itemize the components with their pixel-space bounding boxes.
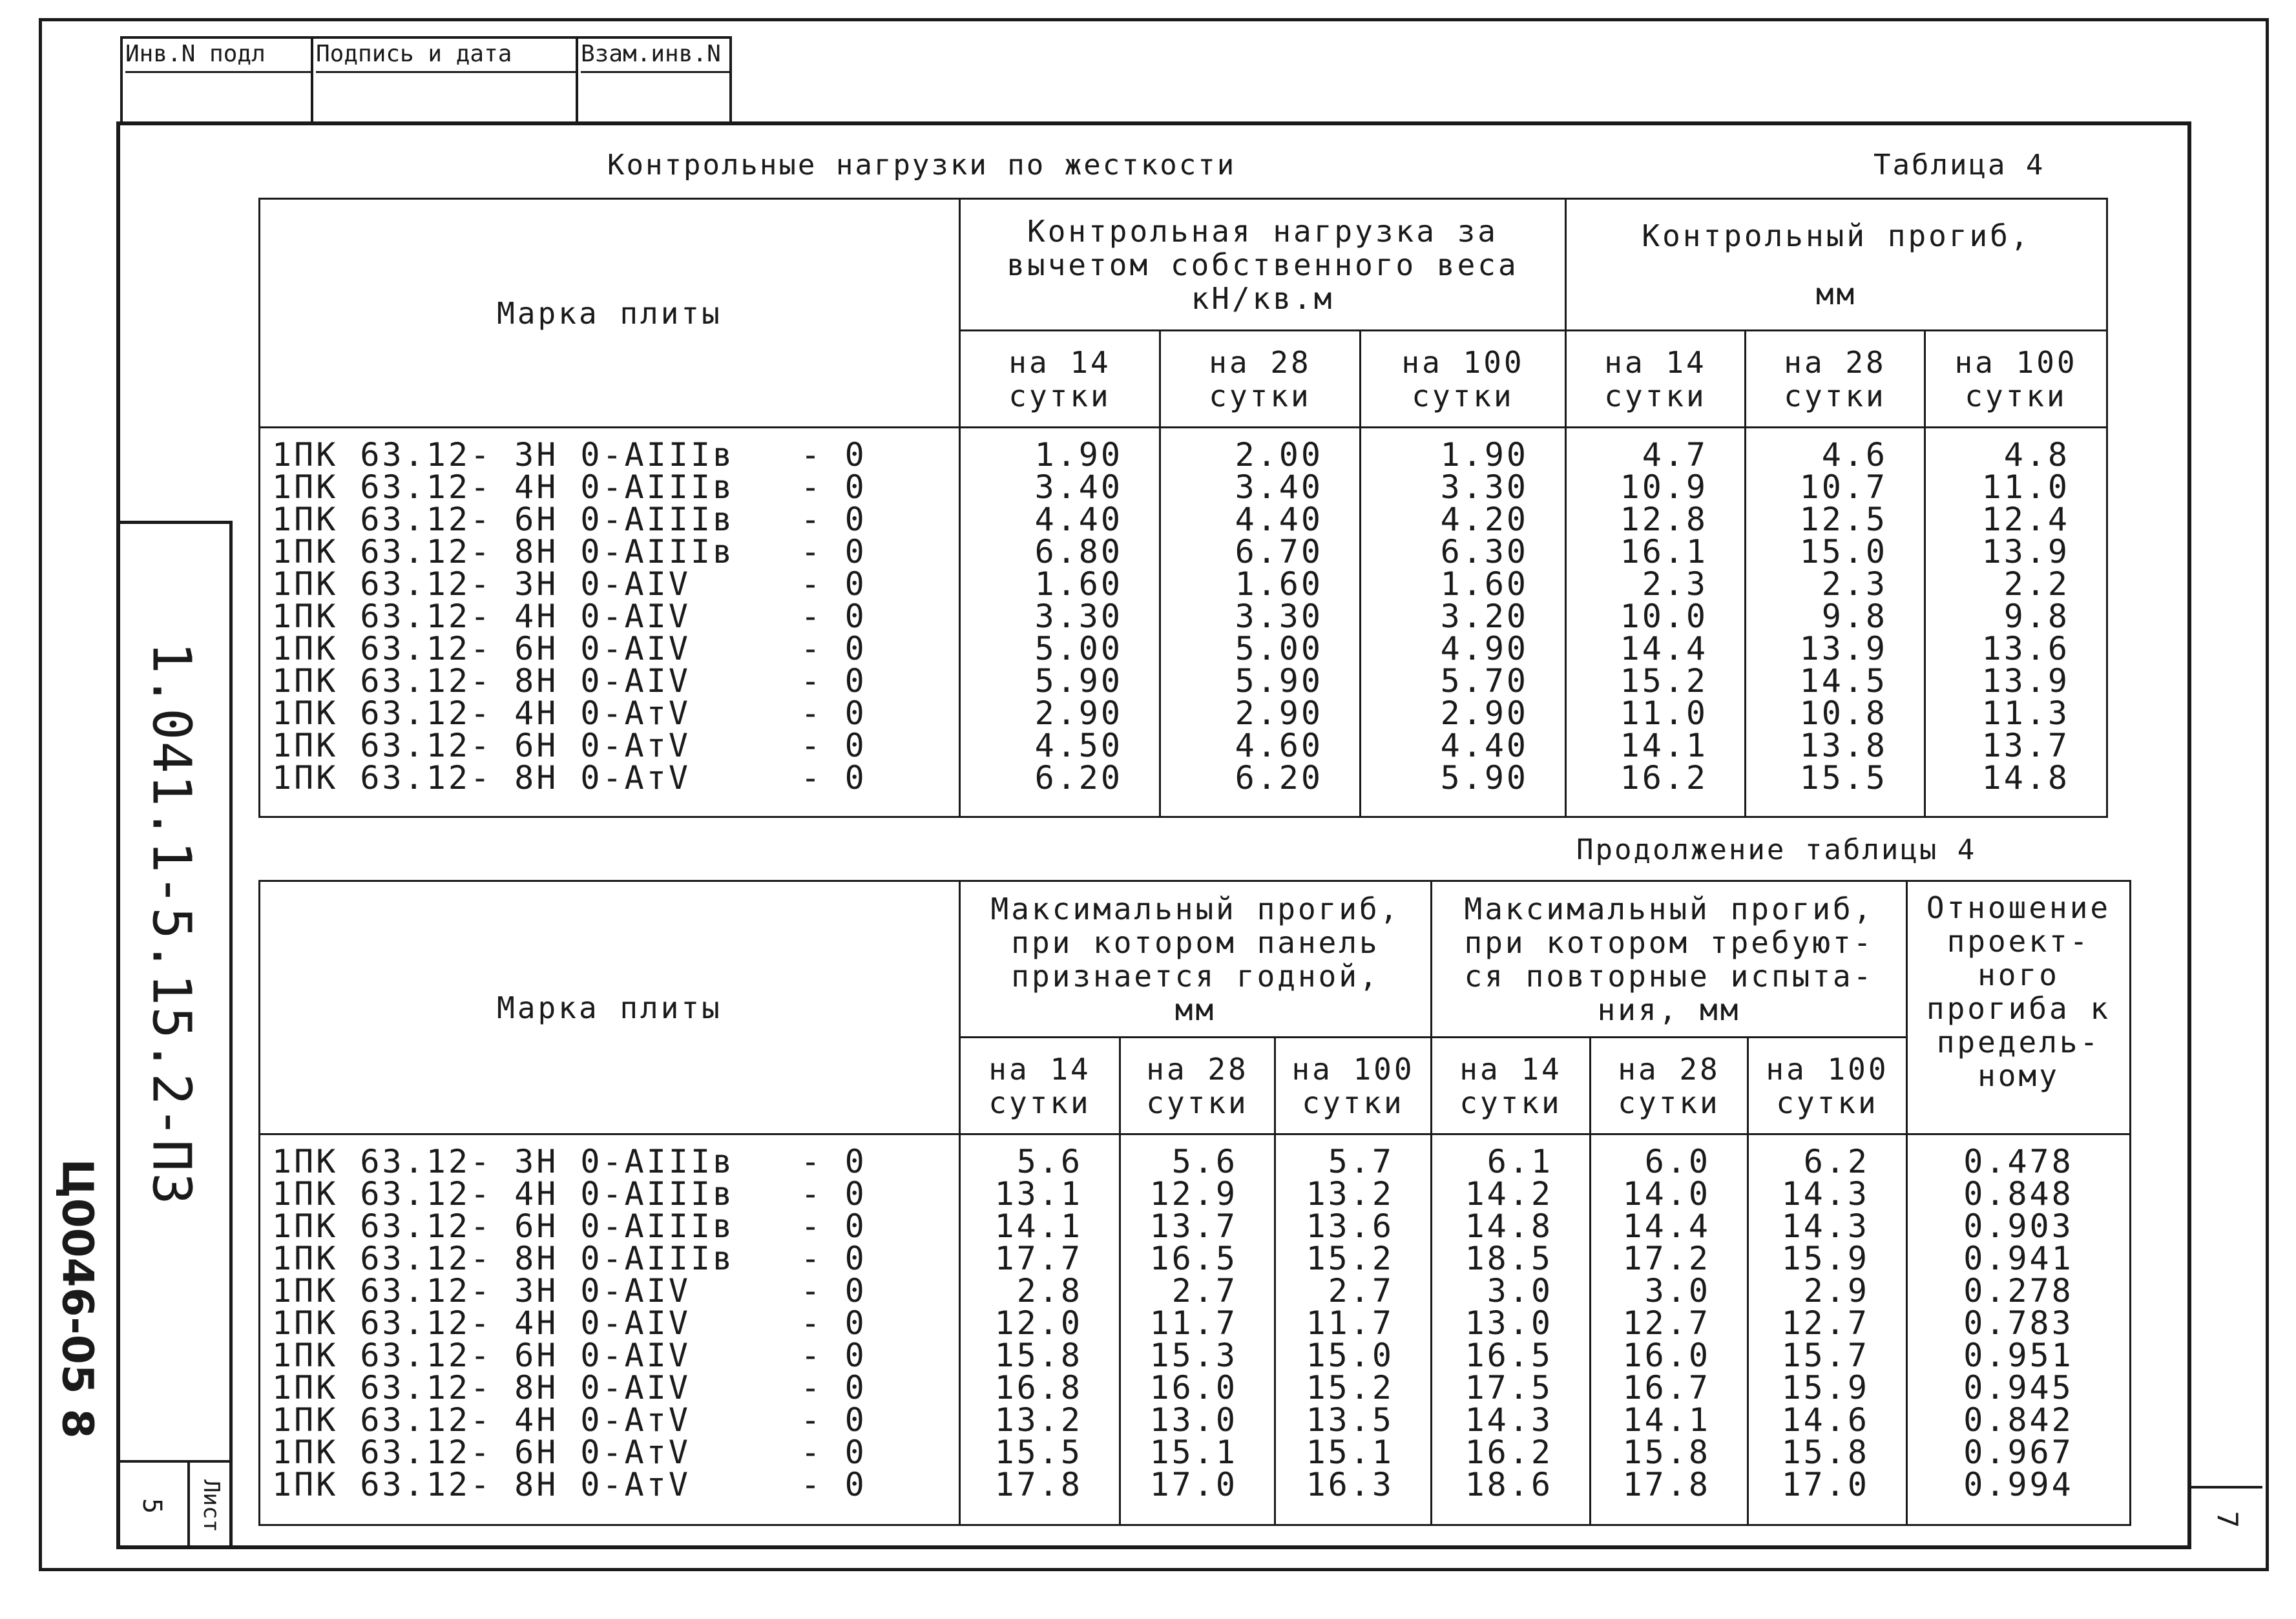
table1-sub-header <box>1746 331 1925 428</box>
table-cell: 5.7 <box>1328 1143 1394 1180</box>
sub-header-line: сутки <box>1302 1085 1404 1120</box>
table-cell: 1.90 <box>1440 436 1529 474</box>
table-cell: 12.0 <box>994 1304 1083 1342</box>
table-cell: 16.1 <box>1620 533 1709 570</box>
table-cell: 1ПК 63.12- 3Н 0-AIV - 0 <box>272 1272 867 1310</box>
table-cell: 15.1 <box>1149 1434 1238 1471</box>
table-cell: 10.0 <box>1620 598 1709 635</box>
table-cell: 14.6 <box>1781 1401 1870 1439</box>
sub-header-line: сутки <box>1965 378 2067 413</box>
table-cell: 2.8 <box>1016 1272 1083 1310</box>
table-cell: 16.5 <box>1465 1337 1553 1374</box>
table-cell: 17.0 <box>1781 1466 1870 1503</box>
table-cell: 13.2 <box>1306 1175 1394 1213</box>
table-cell: 13.9 <box>1799 630 1888 667</box>
table2-marks-column <box>260 1134 960 1525</box>
sheet-label <box>190 1463 233 1549</box>
table-cell: 15.3 <box>1149 1337 1238 1374</box>
sub-header-line: сутки <box>1412 378 1514 413</box>
header-line: предель- <box>1936 1025 2101 1060</box>
table1-mark-header: Марка плиты <box>260 199 960 428</box>
table-cell: 12.7 <box>1781 1304 1870 1342</box>
table-cell: 4.8 <box>2003 436 2071 474</box>
stamp-vzam <box>578 39 729 121</box>
table-cell: 15.2 <box>1620 662 1709 700</box>
table-cell: 3.30 <box>1235 598 1323 635</box>
stamp-inv-podl <box>123 39 313 121</box>
table-cell: 0.842 <box>1963 1401 2074 1439</box>
table-cell: 15.5 <box>994 1434 1083 1471</box>
table-cell: 18.6 <box>1465 1466 1553 1503</box>
table-cell: 5.6 <box>1016 1143 1083 1180</box>
header-line: вычетом собственного веса <box>1007 247 1519 282</box>
header-line: мм <box>1174 992 1216 1027</box>
table2-retest-14-column <box>1432 1134 1591 1525</box>
sheet-frame-right <box>2187 121 2191 1549</box>
table-cell: 0.951 <box>1963 1337 2074 1374</box>
table-cell: 3.30 <box>1440 468 1529 506</box>
header-line: мм <box>1815 276 1857 311</box>
sub-header-line: сутки <box>1146 1085 1249 1120</box>
table-cell: 16.0 <box>1622 1337 1711 1374</box>
table-cell: 12.4 <box>1981 501 2071 538</box>
table1-sub-header <box>960 331 1160 428</box>
table-cell: 6.0 <box>1644 1143 1711 1180</box>
table-cell: 12.8 <box>1620 501 1709 538</box>
sub-header-line: сутки <box>1776 1085 1879 1120</box>
table2-retest-28-column <box>1591 1134 1748 1525</box>
table2-mark-header: Марка плиты <box>260 881 960 1134</box>
table-cell: 5.00 <box>1235 630 1323 667</box>
table-cell: 17.2 <box>1622 1240 1711 1277</box>
sub-header-line: сутки <box>1008 378 1111 413</box>
table-cell: 1.60 <box>1440 565 1529 603</box>
table-cell: 5.6 <box>1171 1143 1238 1180</box>
table-cell: 1ПК 63.12- 4Н 0-AIV - 0 <box>272 598 867 635</box>
table-cell: 0.994 <box>1963 1466 2074 1503</box>
table-cell: 17.7 <box>994 1240 1083 1277</box>
table-cell: 15.0 <box>1306 1337 1394 1374</box>
sub-header-line: на 14 <box>1459 1051 1562 1087</box>
table-cell: 1ПК 63.12- 3Н 0-AIV - 0 <box>272 565 867 603</box>
table-cell: 1ПК 63.12- 6Н 0-AIIIв - 0 <box>272 1207 867 1245</box>
table-cell: 1ПК 63.12- 8Н 0-AIV - 0 <box>272 1369 867 1406</box>
table-cell: 13.0 <box>1149 1401 1238 1439</box>
table-cell: 1.90 <box>1034 436 1123 474</box>
table-cell: 16.0 <box>1149 1369 1238 1406</box>
table2-accept-14-column <box>960 1134 1120 1525</box>
header-line: кН/кв.м <box>1191 280 1335 316</box>
table-cell: 15.2 <box>1306 1369 1394 1406</box>
table-cell: 13.6 <box>1306 1207 1394 1245</box>
table2-group1-header <box>960 881 1432 1038</box>
table-cell: 13.2 <box>994 1401 1083 1439</box>
table-cell: 6.30 <box>1440 533 1529 570</box>
table-cell: 4.40 <box>1440 727 1529 764</box>
table-cell: 1ПК 63.12- 6Н 0-AтV - 0 <box>272 1434 867 1471</box>
table1-group2-header <box>1566 199 2107 331</box>
sheet-frame-bottom <box>116 1545 2191 1549</box>
table1-deflection-100-column <box>1925 428 2107 817</box>
table1-load-100-column <box>1361 428 1566 817</box>
table-cell: 4.50 <box>1034 727 1123 764</box>
table-cell: 6.80 <box>1034 533 1123 570</box>
header-line: ния, мм <box>1597 992 1741 1027</box>
table-cell: 0.783 <box>1963 1304 2074 1342</box>
stamp-podpis <box>313 39 578 121</box>
table2-sub-header <box>1275 1038 1432 1134</box>
table-cell: 11.0 <box>1620 695 1709 732</box>
table-cell: 6.2 <box>1803 1143 1870 1180</box>
table-cell: 14.3 <box>1781 1175 1870 1213</box>
sheet-number-text: 5 <box>137 1498 167 1514</box>
table-cell: 1ПК 63.12- 3Н 0-AIIIв - 0 <box>272 1143 867 1180</box>
table-cell: 0.967 <box>1963 1434 2074 1471</box>
sub-header-line: сутки <box>1209 378 1311 413</box>
table-cell: 12.5 <box>1799 501 1888 538</box>
table2-sub-header <box>1748 1038 1907 1134</box>
table1-marks-column <box>260 428 960 817</box>
table1-load-14-column <box>960 428 1160 817</box>
table-cell: 12.7 <box>1622 1304 1711 1342</box>
table-cell: 14.5 <box>1799 662 1888 700</box>
table-cell: 15.8 <box>1781 1434 1870 1471</box>
table-cell: 3.20 <box>1440 598 1529 635</box>
table-cell: 10.7 <box>1799 468 1888 506</box>
table-cell: 13.5 <box>1306 1401 1394 1439</box>
stamp-inv-podl-label: Инв.N подл <box>125 39 311 73</box>
table-cell: 16.8 <box>994 1369 1083 1406</box>
table-cell: 6.70 <box>1235 533 1323 570</box>
header-line: при котором требуют- <box>1464 924 1874 960</box>
table-cell: 17.0 <box>1149 1466 1238 1503</box>
table-cell: 13.0 <box>1465 1304 1553 1342</box>
table-cell: 11.7 <box>1149 1304 1238 1342</box>
table1-load-28-column <box>1160 428 1361 817</box>
header-line: Контрольная нагрузка за <box>1027 213 1498 249</box>
table-cell: 3.0 <box>1644 1272 1711 1310</box>
table2-title: Продолжение таблицы 4 <box>1576 833 1977 866</box>
table2-group2-header <box>1432 881 1907 1038</box>
table1-group1-header <box>960 199 1566 331</box>
table-cell: 1ПК 63.12- 6Н 0-AIV - 0 <box>272 1337 867 1374</box>
sub-header-line: сутки <box>1604 378 1707 413</box>
table-cell: 2.7 <box>1328 1272 1394 1310</box>
table-cell: 3.40 <box>1235 468 1323 506</box>
table-cell: 15.0 <box>1799 533 1888 570</box>
stamp-vzam-label: Взам.инв.N <box>581 39 729 73</box>
table-cell: 16.2 <box>1620 759 1709 797</box>
table-cell: 2.2 <box>2003 565 2071 603</box>
table-cell: 17.8 <box>1622 1466 1711 1503</box>
table-cell: 0.903 <box>1963 1207 2074 1245</box>
table-cell: 14.4 <box>1622 1207 1711 1245</box>
table-cell: 10.9 <box>1620 468 1709 506</box>
table-cell: 13.7 <box>1149 1207 1238 1245</box>
table2-ratio-header <box>1907 881 2131 1134</box>
inventory-number <box>39 1150 116 1447</box>
table-cell: 18.5 <box>1465 1240 1553 1277</box>
table-cell: 1ПК 63.12- 4Н 0-AIIIв - 0 <box>272 1175 867 1213</box>
header-line: ному <box>1978 1058 2060 1093</box>
table-cell: 1ПК 63.12- 4Н 0-AIIIв - 0 <box>272 468 867 506</box>
table-cell: 16.5 <box>1149 1240 1238 1277</box>
sub-header-line: на 28 <box>1146 1051 1249 1087</box>
table-cell: 15.9 <box>1781 1240 1870 1277</box>
table-cell: 1ПК 63.12- 4Н 0-AтV - 0 <box>272 1401 867 1439</box>
table-cell: 2.90 <box>1440 695 1529 732</box>
table-cell: 1ПК 63.12- 8Н 0-AIV - 0 <box>272 662 867 700</box>
table-cell: 15.9 <box>1781 1369 1870 1406</box>
header-line: Контрольный прогиб, <box>1642 218 2031 253</box>
header-line: признается годной, <box>1011 958 1380 994</box>
table-cell: 2.7 <box>1171 1272 1238 1310</box>
table-cell: 9.8 <box>2003 598 2071 635</box>
table-cell: 13.6 <box>1981 630 2071 667</box>
table-cell: 14.4 <box>1620 630 1709 667</box>
table-cell: 3.40 <box>1034 468 1123 506</box>
table-cell: 4.7 <box>1642 436 1709 474</box>
table-cell: 15.8 <box>994 1337 1083 1374</box>
table-cell: 14.1 <box>1622 1401 1711 1439</box>
table-cell: 13.8 <box>1799 727 1888 764</box>
table-cell: 0.478 <box>1963 1143 2074 1180</box>
table-cell: 1ПК 63.12- 8Н 0-AIIIв - 0 <box>272 1240 867 1277</box>
stamp-podpis-label: Подпись и дата <box>316 39 576 73</box>
table-cell: 13.9 <box>1981 662 2071 700</box>
table-cell: 2.90 <box>1235 695 1323 732</box>
table-cell: 14.3 <box>1781 1207 1870 1245</box>
table2-accept-100-column <box>1275 1134 1432 1525</box>
document-code <box>123 642 220 1206</box>
table2-ratio-column <box>1907 1134 2131 1525</box>
table-cell: 2.00 <box>1235 436 1323 474</box>
table1-sub-header <box>1160 331 1361 428</box>
table-cell: 5.90 <box>1034 662 1123 700</box>
inventory-number-text: Ц0046-05 8 <box>52 1158 103 1439</box>
table-cell: 1ПК 63.12- 4Н 0-AтV - 0 <box>272 695 867 732</box>
table1-sub-header <box>1566 331 1746 428</box>
table-cell: 5.70 <box>1440 662 1529 700</box>
table-cell: 14.1 <box>1620 727 1709 764</box>
sub-header-line: на 100 <box>1954 344 2078 380</box>
table-cell: 3.30 <box>1034 598 1123 635</box>
sub-header-line: на 28 <box>1209 344 1311 380</box>
table-cell: 5.90 <box>1440 759 1529 797</box>
header-line: ного <box>1978 957 2060 992</box>
header-line: прогиба к <box>1926 991 2111 1026</box>
table-cell: 15.2 <box>1306 1240 1394 1277</box>
table1 <box>258 198 2108 818</box>
sub-header-line: на 100 <box>1766 1051 1889 1087</box>
table-cell: 3.0 <box>1487 1272 1553 1310</box>
table-cell: 17.5 <box>1465 1369 1553 1406</box>
table-cell: 11.0 <box>1981 468 2071 506</box>
table-cell: 15.8 <box>1622 1434 1711 1471</box>
header-line: ся повторные испыта- <box>1464 958 1874 994</box>
sub-header-line: на 28 <box>1618 1051 1720 1087</box>
approval-stamp <box>120 36 732 121</box>
table-cell: 16.3 <box>1306 1466 1394 1503</box>
table-cell: 1ПК 63.12- 6Н 0-AIV - 0 <box>272 630 867 667</box>
header-line: при котором панель <box>1011 924 1380 960</box>
table-cell: 9.8 <box>1821 598 1888 635</box>
table-cell: 15.1 <box>1306 1434 1394 1471</box>
table-cell: 4.40 <box>1235 501 1323 538</box>
table-cell: 11.3 <box>1981 695 2071 732</box>
table-cell: 14.2 <box>1465 1175 1553 1213</box>
table-cell: 17.8 <box>994 1466 1083 1503</box>
table-cell: 6.20 <box>1034 759 1123 797</box>
header-line: Максимальный прогиб, <box>990 891 1401 926</box>
table-cell: 14.3 <box>1465 1401 1553 1439</box>
table-cell: 6.1 <box>1487 1143 1553 1180</box>
table-cell: 4.40 <box>1034 501 1123 538</box>
sub-header-line: на 100 <box>1401 344 1525 380</box>
table-cell: 1.60 <box>1034 565 1123 603</box>
table2-retest-100-column <box>1748 1134 1907 1525</box>
table-cell: 16.2 <box>1465 1434 1553 1471</box>
table-cell: 15.7 <box>1781 1337 1870 1374</box>
table-cell: 2.3 <box>1821 565 1888 603</box>
table-cell: 1ПК 63.12- 3Н 0-AIIIв - 0 <box>272 436 867 474</box>
table-cell: 1ПК 63.12- 6Н 0-AтV - 0 <box>272 727 867 764</box>
table-cell: 2.3 <box>1642 565 1709 603</box>
table-cell: 4.6 <box>1821 436 1888 474</box>
table-cell: 5.00 <box>1034 630 1123 667</box>
page-mark <box>2191 1486 2262 1551</box>
table-cell: 13.7 <box>1981 727 2071 764</box>
table-cell: 12.9 <box>1149 1175 1238 1213</box>
sheet-label-text: Лист <box>198 1479 224 1532</box>
table1-deflection-28-column <box>1746 428 1925 817</box>
table-cell: 4.20 <box>1440 501 1529 538</box>
table-cell: 14.8 <box>1465 1207 1553 1245</box>
sub-header-line: на 28 <box>1784 344 1886 380</box>
table2-sub-header <box>960 1038 1120 1134</box>
table-cell: 0.278 <box>1963 1272 2074 1310</box>
sub-header-line: на 14 <box>1008 344 1111 380</box>
table1-title: Контрольные нагрузки по жесткости <box>607 149 1237 182</box>
table1-sub-header <box>1361 331 1566 428</box>
table1-number: Таблица 4 <box>1873 149 2045 182</box>
sub-header-line: на 14 <box>988 1051 1091 1087</box>
table-cell: 4.60 <box>1235 727 1323 764</box>
table-cell: 1ПК 63.12- 4Н 0-AIV - 0 <box>272 1304 867 1342</box>
table-cell: 16.7 <box>1622 1369 1711 1406</box>
sub-header-line: на 100 <box>1291 1051 1415 1087</box>
sub-header-line: сутки <box>988 1085 1091 1120</box>
page-mark-text: 7 <box>2210 1510 2244 1529</box>
header-line: Максимальный прогиб, <box>1464 891 1874 926</box>
table-cell: 1ПК 63.12- 8Н 0-AтV - 0 <box>272 759 867 797</box>
sub-header-line: сутки <box>1618 1085 1720 1120</box>
table-cell: 13.9 <box>1981 533 2071 570</box>
table-cell: 0.848 <box>1963 1175 2074 1213</box>
table-cell: 4.90 <box>1440 630 1529 667</box>
table-cell: 5.90 <box>1235 662 1323 700</box>
table2-accept-28-column <box>1120 1134 1275 1525</box>
sheet-number <box>116 1463 187 1549</box>
table-cell: 6.20 <box>1235 759 1323 797</box>
table-cell: 1ПК 63.12- 8Н 0-AIIIв - 0 <box>272 533 867 570</box>
header-line: проект- <box>1946 924 2091 959</box>
table-cell: 0.941 <box>1963 1240 2074 1277</box>
table-cell: 14.8 <box>1981 759 2071 797</box>
table1-sub-header <box>1925 331 2107 428</box>
table-cell: 14.1 <box>994 1207 1083 1245</box>
sub-header-line: на 14 <box>1604 344 1707 380</box>
table-cell: 2.9 <box>1803 1272 1870 1310</box>
table2-sub-header <box>1591 1038 1748 1134</box>
table-cell: 1ПК 63.12- 6Н 0-AIIIв - 0 <box>272 501 867 538</box>
sub-header-line: сутки <box>1784 378 1886 413</box>
table1-deflection-14-column <box>1566 428 1746 817</box>
sub-header-line: сутки <box>1459 1085 1562 1120</box>
table-cell: 15.5 <box>1799 759 1888 797</box>
header-line: Отношение <box>1926 890 2111 925</box>
table-cell: 10.8 <box>1799 695 1888 732</box>
table2 <box>258 880 2131 1526</box>
table-cell: 0.945 <box>1963 1369 2074 1406</box>
table-cell: 1ПК 63.12- 8Н 0-AтV - 0 <box>272 1466 867 1503</box>
table-cell: 11.7 <box>1306 1304 1394 1342</box>
table-cell: 1.60 <box>1235 565 1323 603</box>
table-cell: 14.0 <box>1622 1175 1711 1213</box>
document-code-text: 1.041.1-5.15.2-П3 <box>140 642 202 1206</box>
table-cell: 2.90 <box>1034 695 1123 732</box>
sheet-number-box <box>116 1460 233 1549</box>
table2-sub-header <box>1120 1038 1275 1134</box>
table-cell: 13.1 <box>994 1175 1083 1213</box>
table2-sub-header <box>1432 1038 1591 1134</box>
